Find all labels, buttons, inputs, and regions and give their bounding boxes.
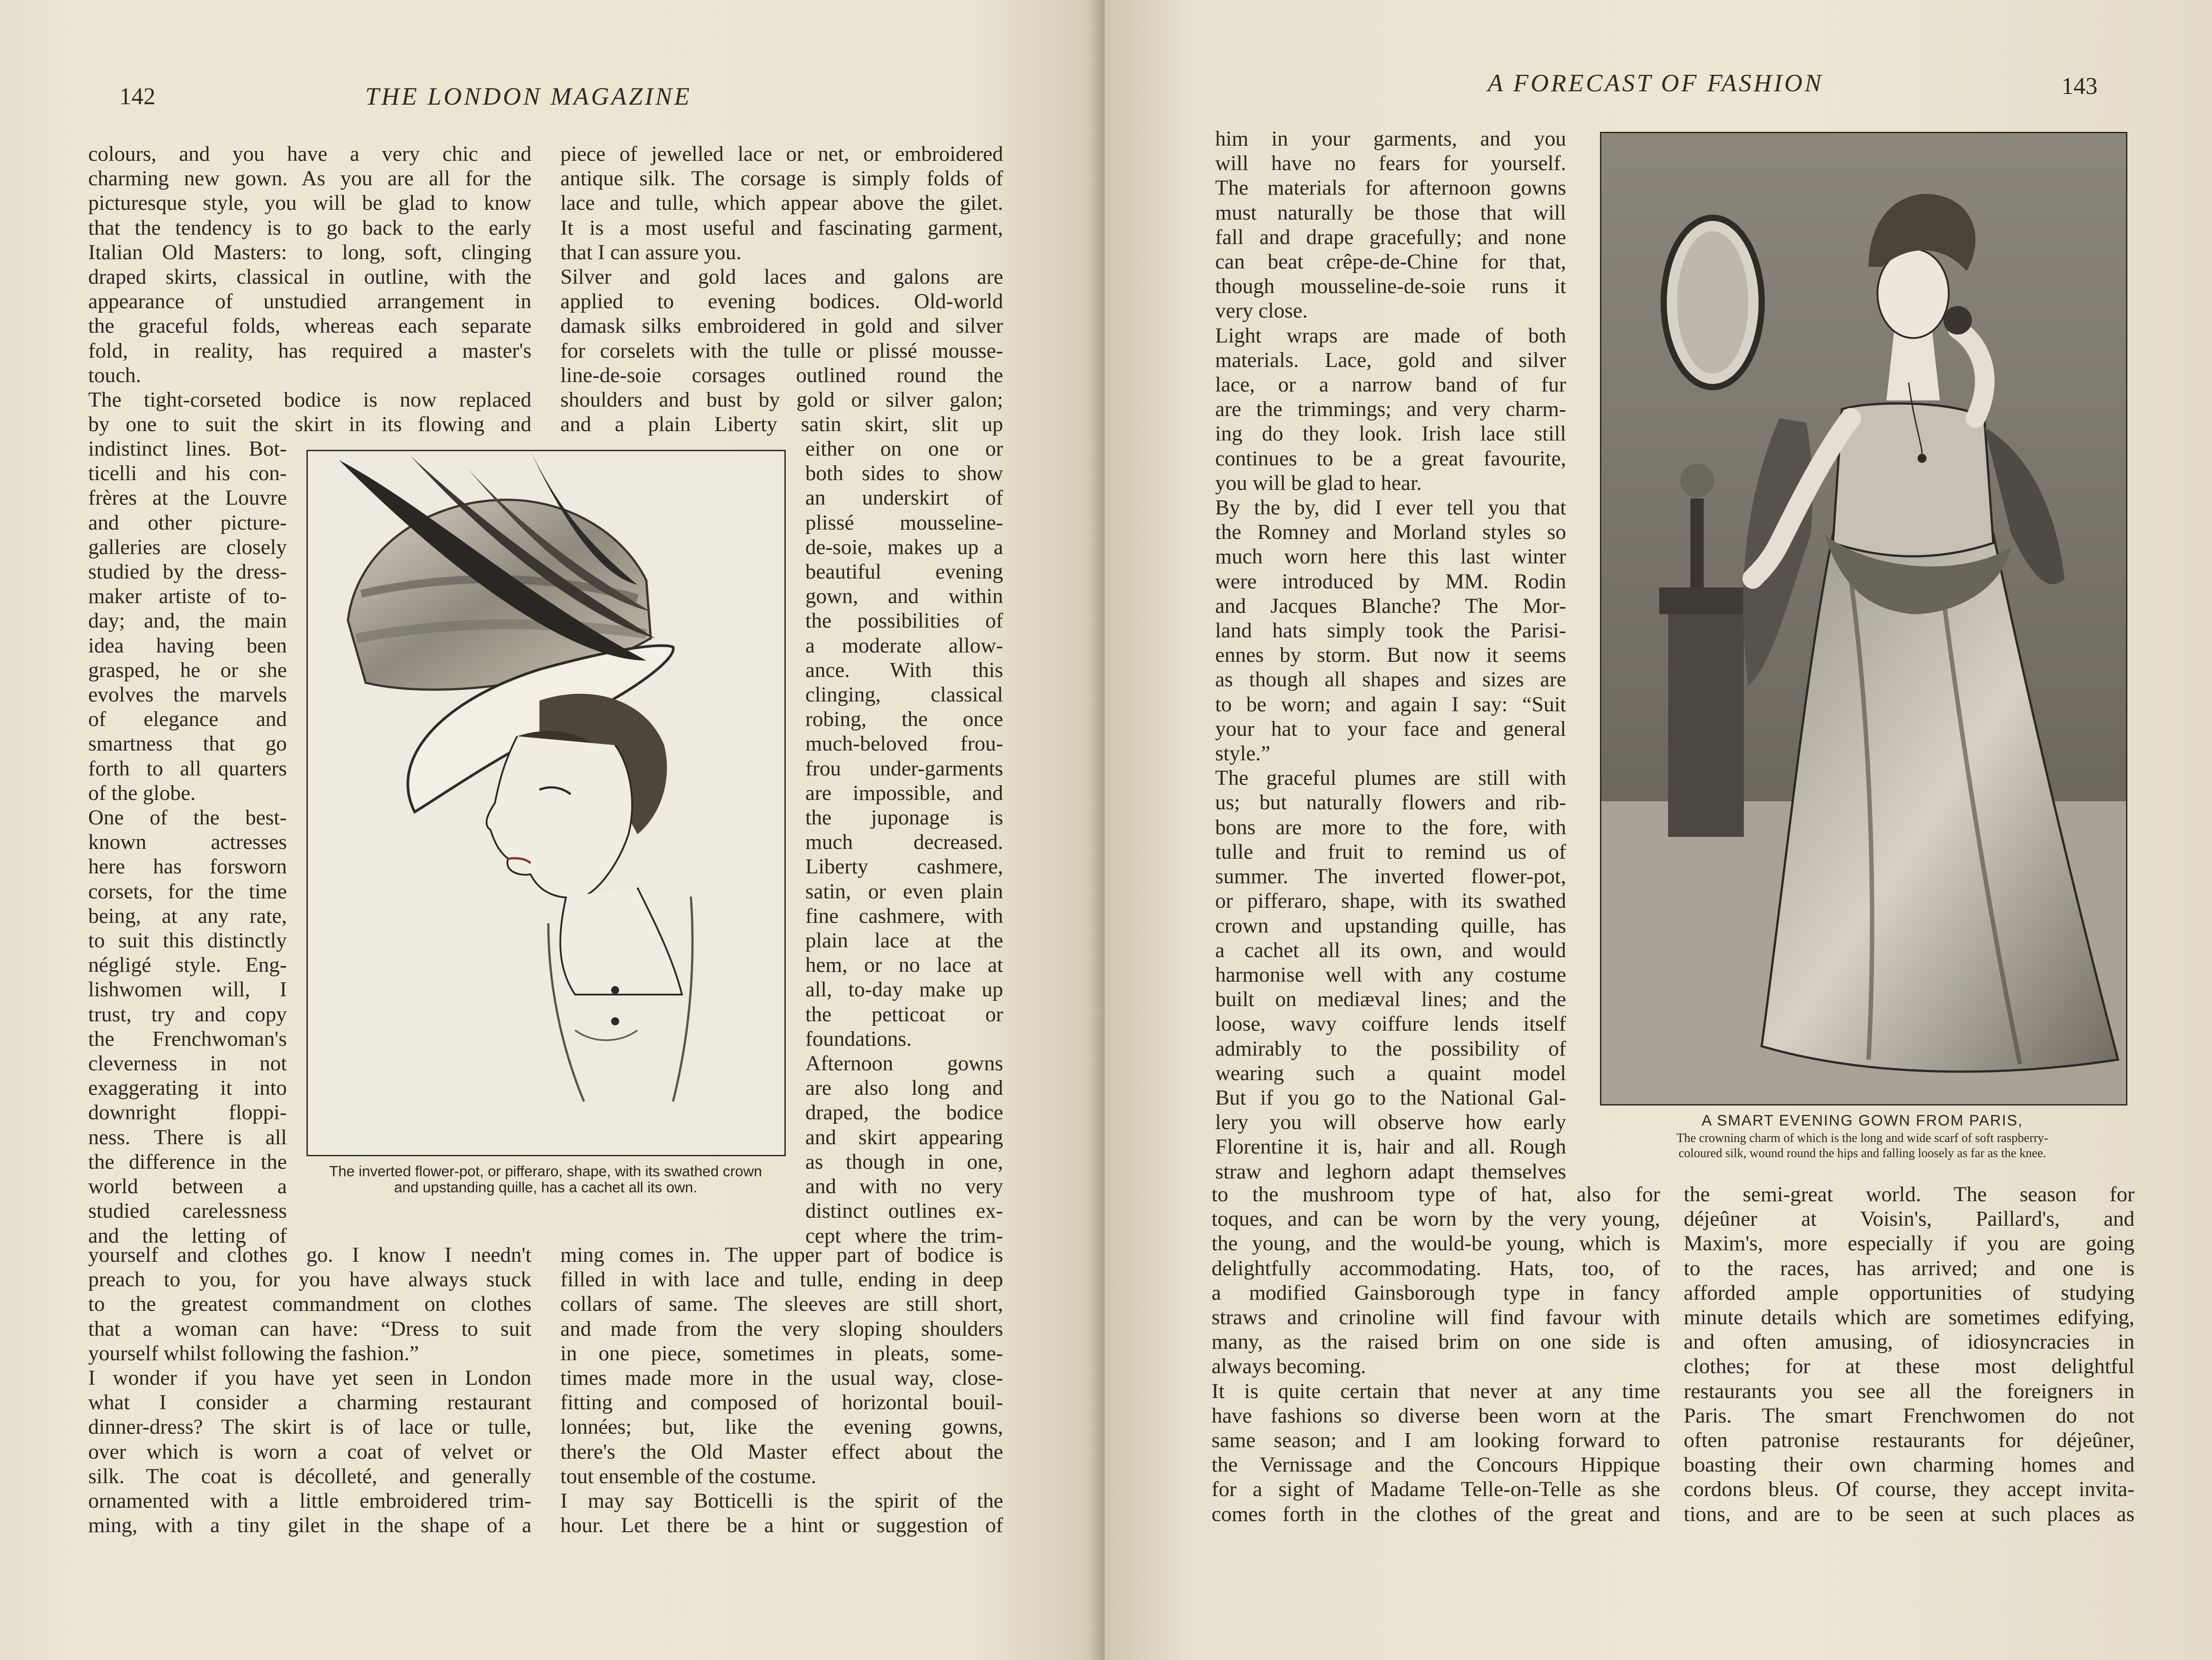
text-line: ornamented with a little embroidered trim- (88, 1489, 531, 1513)
right-column-1-narrow (1215, 126, 1566, 1184)
text-line: as though in one, (805, 1150, 1003, 1174)
left-column-2-bottom (560, 1243, 1003, 1538)
left-column-2-narrow (805, 436, 1003, 1248)
text-line: draped skirts, classical in outline, with the (88, 265, 531, 289)
text-line: over which is worn a coat of velvet or (88, 1440, 531, 1464)
text-line: yourself whilst following the fashion.” (88, 1341, 419, 1365)
text-line: that I can assure you. (560, 240, 742, 264)
evening-gown-drawing (1601, 133, 2126, 1104)
text-line: dinner-dress? The skirt is of lace or tulle, (88, 1415, 531, 1439)
text-line: beautiful evening (805, 560, 1003, 584)
text-line: continues to be a great favourite, (1215, 446, 1566, 470)
text-line: Liberty cashmere, (805, 855, 1003, 879)
text-line: minute details which are sometimes edifying, (1684, 1305, 2134, 1330)
text-line: known actresses (88, 830, 287, 854)
text-line: galleries are closely (88, 535, 287, 559)
text-line: négligé style. Eng- (88, 953, 287, 977)
text-line: built on mediæval lines; and the (1215, 987, 1566, 1011)
text-line: fall and drape gracefully; and none (1215, 225, 1566, 249)
text-line: tulle and fruit to remind us of (1215, 840, 1566, 864)
text-line: that the tendency is to go back to the early (88, 216, 531, 240)
text-line: robing, the once (805, 707, 1003, 731)
text-line: damask silks embroidered in gold and silver (560, 314, 1003, 338)
text-line: though mousseline-de-soie runs it (1215, 274, 1566, 298)
text-line: line-de-soie corsages outlined round the (560, 363, 1003, 387)
text-line: boasting their own charming homes and (1684, 1453, 2134, 1477)
text-line: there's the Old Master effect about the (560, 1440, 1003, 1464)
text-line: were introduced by MM. Rodin (1215, 569, 1566, 593)
text-line: studied by the dress- (88, 560, 287, 584)
text-line: ance. With this (805, 658, 1003, 682)
text-line: maker artiste of to- (88, 584, 287, 608)
text-line: applied to evening bodices. Old-world (560, 290, 1003, 314)
text-line: the graceful folds, whereas each separate (88, 314, 531, 338)
text-line: bons are more to the fore, with (1215, 815, 1566, 839)
text-line: straws and crinoline will find favour with (1212, 1305, 1660, 1330)
text-line: the young, and the would-be young, which is (1212, 1232, 1660, 1256)
text-line: admirably to the possibility of (1215, 1036, 1566, 1060)
text-line: us; but naturally flowers and rib- (1215, 791, 1566, 815)
text-line: evolves the marvels (88, 683, 287, 707)
text-line: the petticoat or (805, 1002, 1003, 1026)
text-line: must naturally be those that will (1215, 200, 1566, 224)
text-line: same season; and I am looking forward to (1212, 1428, 1660, 1452)
text-line: lery you will observe how early (1215, 1110, 1566, 1134)
text-line: de-soie, makes up a (805, 535, 1003, 559)
text-line: will have no fears for yourself. (1215, 151, 1566, 175)
text-line: to be worn; and again I say: “Suit (1215, 692, 1566, 716)
text-line: all, to-day make up (805, 978, 1003, 1002)
text-line: grasped, he or she (88, 658, 287, 682)
text-line: world between a (88, 1175, 287, 1199)
text-line: ming, with a tiny gilet in the shape of a (88, 1513, 531, 1538)
right-page (1105, 0, 2212, 1660)
text-line: fold, in reality, has required a master's (88, 339, 531, 363)
right-column-1-bottom (1212, 1182, 1660, 1526)
text-line: frou under-garments (805, 756, 1003, 780)
text-line: the possibilities of (805, 609, 1003, 633)
text-line: afforded ample opportunities of studying (1684, 1281, 2134, 1305)
text-line: distinct outlines ex- (805, 1199, 1003, 1223)
text-line: filled in with lace and tulle, ending in deep (560, 1268, 1003, 1292)
text-line: yourself and clothes go. I know I needn't (88, 1243, 531, 1267)
text-line: as though all shapes and sizes are (1215, 668, 1566, 692)
text-line: shoulders and bust by gold or silver galon; (560, 388, 1003, 412)
text-line: collars of same. The sleeves are still short, (560, 1292, 1003, 1316)
text-line: or pifferaro, shape, with its swathed (1215, 889, 1566, 913)
text-line: silk. The coat is décolleté, and generally (88, 1464, 531, 1488)
left-column-1-top (88, 142, 531, 436)
text-line: by one to suit the skirt in its flowing and (88, 412, 531, 436)
text-line: satin, or even plain (805, 879, 1003, 903)
text-line: piece of jewelled lace or net, or embroidered (560, 142, 1003, 166)
evening-gown-illustration (1600, 132, 2127, 1105)
text-line: ennes by storm. But now it seems (1215, 643, 1566, 667)
gown-illustration-caption-line-1: The crowning charm of which is the long and wide scarf of soft raspberry- (1676, 1131, 2049, 1145)
text-line: loose, wavy coiffure lends itself (1215, 1012, 1566, 1036)
text-line: tout ensemble of the costume. (560, 1464, 816, 1488)
text-line: a moderate allow- (805, 633, 1003, 657)
text-line: to the greatest commandment on clothes (88, 1292, 531, 1316)
hat-illustration (306, 450, 786, 1156)
text-line: I may say Botticelli is the spirit of the (560, 1489, 1003, 1513)
text-line: downright floppi- (88, 1101, 287, 1125)
text-line: picturesque style, you will be glad to know (88, 191, 531, 215)
text-line: Afternoon gowns (805, 1052, 1003, 1076)
text-line: your hat to your face and general (1215, 717, 1566, 741)
text-line: preach to you, for you have always stuck (88, 1268, 531, 1292)
text-line: The graceful plumes are still with (1215, 766, 1566, 790)
text-line: cept where the trim- (805, 1224, 1003, 1248)
text-line: fine cashmere, with (805, 904, 1003, 928)
text-line: day; and, the main (88, 609, 287, 633)
text-line: tions, and are to be seen at such places as (1684, 1502, 2134, 1526)
text-line: Paris. The smart Frenchwomen do not (1684, 1403, 2134, 1428)
text-line: restaurants you see all the foreigners in (1684, 1379, 2134, 1403)
text-line: are also long and (805, 1076, 1003, 1100)
gown-illustration-caption-line-2: coloured silk, wound round the hips and falling loosely as far as the knee. (1678, 1146, 2046, 1160)
text-line: always becoming. (1212, 1354, 1366, 1379)
text-line: to the mushroom type of hat, also for (1212, 1183, 1660, 1206)
text-line: toques, and can be worn by the very young, (1212, 1207, 1660, 1231)
text-line: of the globe. (88, 781, 196, 805)
text-line: land hats simply took the Parisi- (1215, 619, 1566, 643)
text-line: wearing such a quaint model (1215, 1061, 1566, 1085)
text-line: Florentine it is, hair and all. Rough (1215, 1135, 1566, 1159)
text-line: It is a most useful and fascinating garment, (560, 216, 1003, 240)
text-line: smartness that go (88, 732, 287, 756)
text-line: him in your garments, and you (1215, 127, 1566, 151)
text-line: comes forth in the clothes of the great and (1212, 1502, 1660, 1526)
text-line: being, at any rate, (88, 904, 287, 928)
right-column-2-bottom (1684, 1182, 2134, 1526)
left-column-1-bottom (88, 1243, 531, 1538)
text-line: the juponage is (805, 806, 1003, 830)
text-line: and Jacques Blanche? The Mor- (1215, 594, 1566, 618)
text-line: ing do they look. Irish lace still (1215, 422, 1566, 446)
text-line: an underskirt of (805, 486, 1003, 510)
text-line: to suit this distinctly (88, 929, 287, 953)
text-line: and other picture- (88, 510, 287, 534)
text-line: are the trimmings; and very charm- (1215, 397, 1566, 421)
text-line: Silver and gold laces and galons are (560, 265, 1003, 289)
text-line: appearance of unstudied arrangement in (88, 290, 531, 314)
text-line: here has forsworn (88, 855, 287, 879)
text-line: for corselets with the tulle or plissé mousse- (560, 339, 1003, 363)
text-line: exaggerating it into (88, 1076, 287, 1100)
text-line: are impossible, and (805, 781, 1003, 805)
text-line: times made more in the usual way, close- (560, 1366, 1003, 1390)
text-line: idea having been (88, 633, 287, 657)
text-line: both sides to show (805, 461, 1003, 485)
text-line: the Romney and Morland styles so (1215, 520, 1566, 544)
text-line: ming comes in. The upper part of bodice is (560, 1243, 1003, 1267)
text-line: The materials for afternoon gowns (1215, 176, 1566, 200)
text-line: But if you go to the National Gal- (1215, 1085, 1566, 1109)
text-line: cleverness in not (88, 1052, 287, 1076)
running-head-right: A FORECAST OF FASHION (1488, 69, 1824, 97)
text-line: fitting and composed of horizontal bouil- (560, 1391, 1003, 1415)
hat-illustration-caption: The inverted flower-pot, or pifferaro, shape, with its swathed crown and upstanding quille, has a cachet all its own. (329, 1163, 762, 1195)
text-line: forth to all quarters (88, 756, 287, 780)
hat-woman-profile-drawing (308, 451, 784, 1155)
text-line: much worn here this last winter (1215, 545, 1566, 569)
text-line: indistinct lines. Bot- (88, 437, 287, 461)
text-line: and a plain Liberty satin skirt, slit up (560, 412, 1003, 436)
text-line: for a sight of Madame Telle-on-Telle as she (1212, 1477, 1660, 1501)
text-line: many, as the raised brim on one side is (1212, 1330, 1660, 1354)
text-line: can beat crêpe-de-Chine for that, (1215, 250, 1566, 274)
text-line: the difference in the (88, 1150, 287, 1174)
text-line: have fashions so diverse been worn at the (1212, 1403, 1660, 1428)
running-head-left: THE LONDON MAGAZINE (365, 83, 692, 110)
text-line: lishwomen will, I (88, 978, 287, 1002)
text-line: gown, and within (805, 584, 1003, 608)
text-line: materials. Lace, gold and silver (1215, 348, 1566, 372)
text-line: a modified Gainsborough type in fancy (1212, 1281, 1660, 1305)
text-line: foundations. (805, 1027, 912, 1051)
text-line: in one piece, sometimes in pleats, some- (560, 1341, 1003, 1365)
text-line: colours, and you have a very chic and (88, 142, 531, 166)
text-line: that a woman can have: “Dress to suit (88, 1317, 531, 1341)
text-line: touch. (88, 363, 141, 387)
text-line: and skirt appearing (805, 1125, 1003, 1149)
text-line: the Vernissage and the Concours Hippique (1212, 1453, 1660, 1477)
text-line: and often amusing, of idiosyncracies in (1684, 1330, 2134, 1354)
text-line: cordons bleus. Of course, they accept invita- (1684, 1477, 2134, 1501)
text-line: hem, or no lace at (805, 953, 1003, 977)
text-line: Maxim's, more especially if you are going (1684, 1232, 2134, 1256)
text-line: ticelli and his con- (88, 461, 287, 485)
text-line: and the letting of (88, 1224, 287, 1248)
text-line: hour. Let there be a hint or suggestion of (560, 1513, 1003, 1538)
text-line: to the races, has arrived; and one is (1684, 1256, 2134, 1280)
text-line: corsets, for the time (88, 879, 287, 903)
text-line: I wonder if you have yet seen in London (88, 1366, 531, 1390)
text-line: of elegance and (88, 707, 287, 731)
text-line: clothes; for at these most delightful (1684, 1354, 2134, 1379)
text-line: harmonise well with any costume (1215, 963, 1566, 987)
text-line: crown and upstanding quille, has (1215, 914, 1566, 938)
text-line: much-beloved frou- (805, 732, 1003, 756)
text-line: either on one or (805, 437, 1003, 461)
text-line: the semi-great world. The season for (1684, 1183, 2134, 1206)
text-line: you will be glad to hear. (1215, 471, 1422, 495)
text-line: lace, or a narrow band of fur (1215, 373, 1566, 397)
text-line: One of the best- (88, 806, 287, 830)
text-line: charming new gown. As you are all for the (88, 167, 531, 191)
text-line: The tight-corseted bodice is now replaced (88, 388, 531, 412)
text-line: a cachet all its own, and would (1215, 938, 1566, 962)
text-line: Italian Old Masters: to long, soft, clinging (88, 240, 531, 264)
text-line: déjeûner at Voisin's, Paillard's, and (1684, 1207, 2134, 1231)
text-line: clinging, classical (805, 683, 1003, 707)
text-line: style.” (1215, 742, 1270, 766)
text-line: and with no very (805, 1175, 1003, 1199)
text-line: and made from the very sloping shoulders (560, 1317, 1003, 1341)
text-line: much decreased. (805, 830, 1003, 854)
text-line: straw and leghorn adapt themselves (1215, 1159, 1566, 1183)
text-line: ness. There is all (88, 1125, 287, 1149)
text-line: lace and tulle, which appear above the gilet. (560, 191, 1003, 215)
text-line: delightfully accommodating. Hats, too, of (1212, 1256, 1660, 1280)
left-column-1-narrow (88, 436, 287, 1248)
text-line: trust, try and copy (88, 1002, 287, 1026)
text-line: Light wraps are made of both (1215, 323, 1566, 347)
page-number-left: 142 (119, 83, 155, 110)
page-number-right: 143 (2061, 73, 2098, 99)
text-line: the Frenchwoman's (88, 1027, 287, 1051)
text-line: It is quite certain that never at any time (1212, 1379, 1660, 1403)
text-line: often patronise restaurants for déjeûner, (1684, 1428, 2134, 1452)
text-line: very close. (1215, 299, 1308, 323)
left-page (0, 0, 1105, 1660)
text-line: plain lace at the (805, 929, 1003, 953)
text-line: frères at the Louvre (88, 486, 287, 510)
text-line: draped, the bodice (805, 1101, 1003, 1125)
text-line: summer. The inverted flower-pot, (1215, 865, 1566, 889)
text-line: plissé mousseline- (805, 510, 1003, 534)
left-column-2-top (560, 142, 1003, 436)
gown-illustration-title: A SMART EVENING GOWN FROM PARIS, (1702, 1112, 2023, 1129)
text-line: lonnées; but, like the evening gowns, (560, 1415, 1003, 1439)
text-line: By the by, did I ever tell you that (1215, 496, 1566, 520)
text-line: antique silk. The corsage is simply folds of (560, 167, 1003, 191)
text-line: what I consider a charming restaurant (88, 1391, 531, 1415)
text-line: studied carelessness (88, 1199, 287, 1223)
